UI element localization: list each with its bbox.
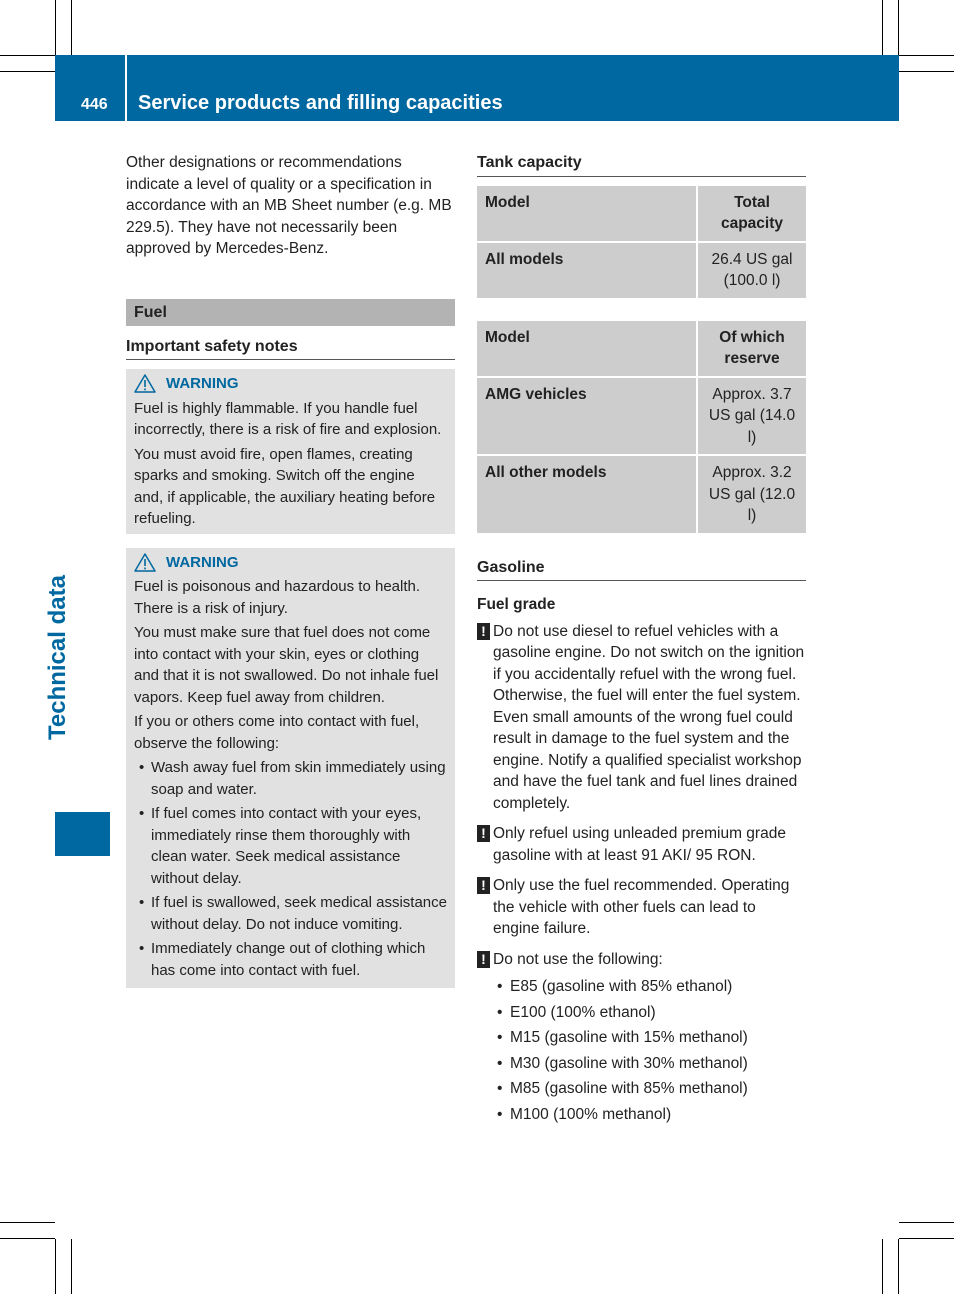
- exclamation-icon: !: [477, 825, 490, 842]
- list-item: • M100 (100% methanol): [497, 1104, 806, 1126]
- notice: [477, 875, 806, 940]
- table-cell: Approx. 3.7 US gal (14.0 l): [697, 377, 806, 456]
- safety-notes-heading: Important safety notes: [126, 336, 455, 361]
- gasoline-heading: Gasoline: [477, 557, 806, 582]
- warning-box: [126, 369, 455, 534]
- exclamation-icon: !: [477, 877, 490, 894]
- crop-mark: [882, 1239, 883, 1294]
- tank-capacity-table: [477, 186, 806, 298]
- list-item: • M30 (gasoline with 30% methanol): [497, 1053, 806, 1075]
- table-header-cell: Total capacity: [697, 186, 806, 242]
- list-item: • M85 (gasoline with 85% methanol): [497, 1078, 806, 1100]
- exclamation-icon: !: [477, 951, 490, 968]
- notice-text: Only refuel using unleaded premium grade gasoline with at least 91 AKI/ 95 RON.: [493, 825, 786, 864]
- table-header-row: [477, 321, 806, 377]
- fuel-grade-heading: Fuel grade: [477, 596, 556, 613]
- table-row: [477, 377, 806, 456]
- crop-mark: [55, 1239, 56, 1294]
- crop-mark: [899, 55, 954, 56]
- side-tab-marker: [55, 812, 110, 856]
- list-item: • If fuel comes into contact with your eyes, immediately rinse them thoroughly with clean water. Seek medical assistance without delay.: [134, 803, 447, 889]
- warning-text: Fuel is highly flammable. If you handle fuel incorrectly, there is a risk of fire and explosion.: [134, 399, 442, 438]
- list-item: • E100 (100% ethanol): [497, 1002, 806, 1024]
- notice: [477, 621, 806, 815]
- warning-title: [134, 373, 447, 395]
- crop-mark: [899, 1222, 954, 1223]
- crop-mark: [898, 0, 899, 55]
- crop-mark: [0, 55, 55, 56]
- side-tab-label: Technical data: [44, 575, 71, 740]
- list-item: • E85 (gasoline with 85% ethanol): [497, 976, 806, 998]
- exclamation-icon: !: [477, 623, 490, 640]
- crop-mark: [71, 1239, 72, 1294]
- header-divider: [125, 55, 127, 121]
- crop-mark: [71, 0, 72, 55]
- warning-triangle-icon: [134, 553, 156, 572]
- table-header-cell: Model: [477, 321, 697, 377]
- page-title: Service products and filling capacities: [138, 92, 503, 114]
- list-item: • M15 (gasoline with 15% methanol): [497, 1027, 806, 1049]
- warning-bullet-list: [134, 757, 447, 981]
- notice-text: Do not use diesel to refuel vehicles with a gasoline engine. Do not switch on the ignition if you accidentally refuel with the wrong fuel. Otherwise, the fuel will enter the fuel system. Even small amounts of the wrong fuel could result in damage to the fuel system and the engine. Notify a qualified specialist workshop and have the fuel tank and fuel lines drained completely.: [493, 622, 805, 812]
- notice-text: Only use the fuel recommended. Operating the vehicle with other fuels can lead to engine failure.: [493, 877, 790, 937]
- table-cell: AMG vehicles: [477, 377, 697, 456]
- list-item: • Immediately change out of clothing which has come into contact with fuel.: [134, 938, 447, 981]
- tank-capacity-heading: Tank capacity: [477, 152, 806, 177]
- page-number: 446: [81, 96, 108, 113]
- table-cell: Approx. 3.2 US gal (12.0 l): [697, 455, 806, 533]
- warning-triangle-icon: [134, 374, 156, 393]
- notice-text: Do not use the following:: [493, 950, 663, 968]
- notice: [477, 949, 806, 971]
- warning-text: You must avoid fire, open flames, creating sparks and smoking. Switch off the engine and, if applicable, the auxiliary heating before refueling.: [134, 445, 436, 527]
- notice: [477, 823, 806, 866]
- warning-box: [126, 548, 455, 989]
- warning-text: If you or others come into contact with fuel, observe the following:: [134, 713, 420, 752]
- crop-mark: [0, 1222, 55, 1223]
- left-column: [126, 152, 455, 988]
- table-cell: All models: [477, 242, 697, 298]
- crop-mark: [55, 0, 56, 55]
- intro-paragraph: Other designations or recommendations indicate a level of quality or a specification in accordance with an MB Sheet number (e.g. MB 229.5). They have not necessarily been approved by Mercedes-Benz.: [126, 154, 452, 257]
- list-item: • Wash away fuel from skin immediately using soap and water.: [134, 757, 447, 800]
- warning-label: WARNING: [166, 553, 239, 571]
- table-row: [477, 455, 806, 533]
- table-cell: 26.4 US gal (100.0 l): [697, 242, 806, 298]
- section-heading-fuel: Fuel: [126, 299, 455, 326]
- page-header: [55, 55, 899, 121]
- crop-mark: [899, 1238, 954, 1239]
- crop-mark: [899, 71, 954, 72]
- excluded-fuels-list: [477, 976, 806, 1125]
- crop-mark: [0, 71, 55, 72]
- crop-mark: [882, 0, 883, 55]
- right-column: [477, 152, 806, 1129]
- table-header-cell: Of which reserve: [697, 321, 806, 377]
- table-header-cell: Model: [477, 186, 697, 242]
- table-row: [477, 242, 806, 298]
- warning-title: [134, 552, 447, 574]
- table-cell: All other models: [477, 455, 697, 533]
- crop-mark: [898, 1239, 899, 1294]
- table-header-row: [477, 186, 806, 242]
- crop-mark: [0, 1238, 55, 1239]
- warning-text: Fuel is poisonous and hazardous to health. There is a risk of injury.: [134, 578, 421, 617]
- warning-text: You must make sure that fuel does not come into contact with your skin, eyes or clothing and that it is not swallowed. Do not inhale fuel vapors. Keep fuel away from children.: [134, 624, 439, 706]
- warning-label: WARNING: [166, 375, 239, 392]
- reserve-capacity-table: [477, 321, 806, 533]
- list-item: • If fuel is swallowed, seek medical assistance without delay. Do not induce vomiting.: [134, 892, 447, 935]
